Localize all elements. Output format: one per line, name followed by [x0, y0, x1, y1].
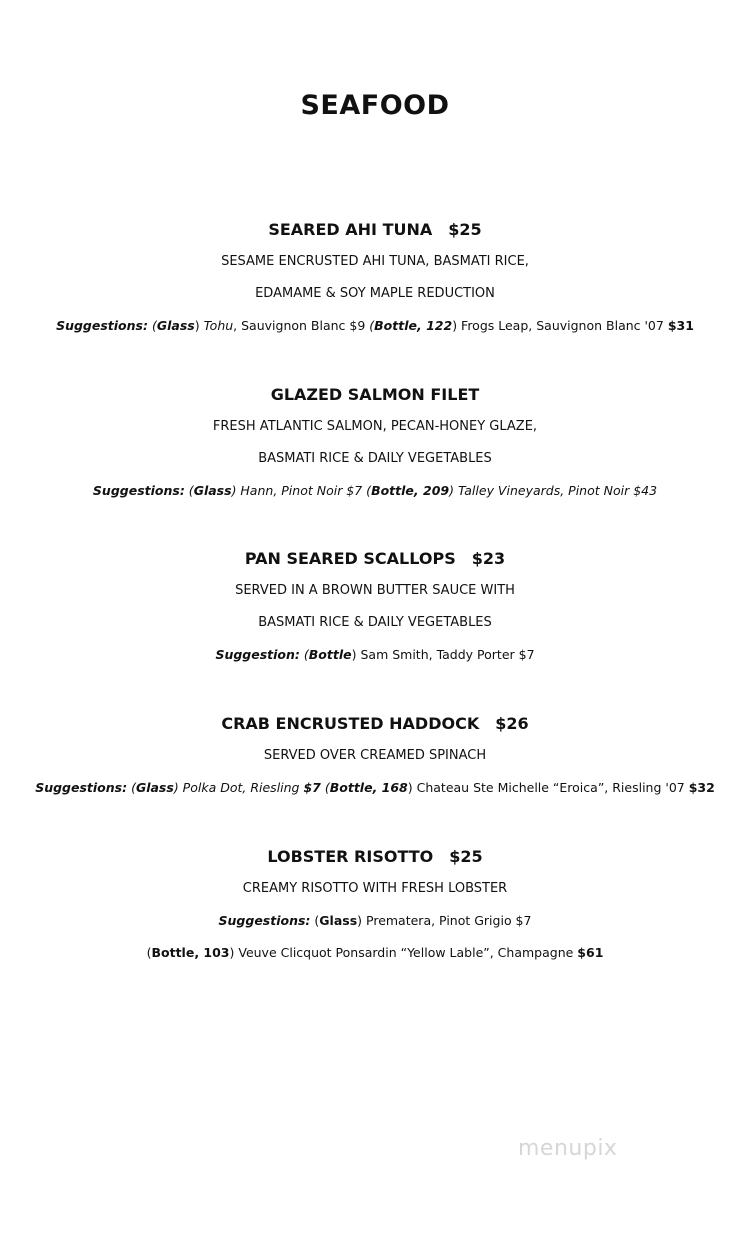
suggestion-segment: ) Hann, Pinot Noir $7 ( — [231, 483, 372, 498]
dish-seared-ahi-tuna — [0, 214, 750, 342]
dish-price: $23 — [471, 549, 506, 568]
dish-name: PAN SEARED SCALLOPS — [244, 549, 456, 568]
suggestion-segment: ) Frogs Leap, Sauvignon Blanc '07 — [452, 318, 668, 333]
dish-glazed-salmon-filet — [0, 379, 750, 507]
suggestion-segment: Bottle, 168 — [329, 780, 408, 795]
dish-description: SESAME ENCRUSTED AHI TUNA, BASMATI RICE, — [221, 254, 529, 269]
suggestion-segment: ) Veuve Clicquot Ponsardin “Yellow Lable”, Champagne — [229, 945, 578, 960]
dish-price: $26 — [495, 714, 529, 733]
dish-name: CRAB ENCRUSTED HADDOCK — [221, 714, 480, 733]
suggestion-segment: ( — [299, 647, 309, 662]
dish-pan-seared-scallops — [0, 543, 750, 671]
suggestion-segment: ( — [127, 780, 136, 795]
suggestion-segment: ( — [310, 913, 320, 928]
suggestion-segment: ( — [184, 483, 194, 498]
suggestion-segment: Bottle, 209 — [371, 483, 450, 498]
dish-description: CREAMY RISOTTO WITH FRESH LOBSTER — [242, 881, 508, 896]
page-title: SEAFOOD — [300, 90, 450, 121]
dish-heading — [0, 214, 750, 246]
suggestion-segment: Suggestions: — [92, 483, 185, 498]
suggestion-segment: $31 — [667, 318, 694, 333]
suggestion-segment: ( — [146, 945, 152, 960]
suggestion-segment: Bottle — [308, 647, 352, 662]
wine-suggestion — [0, 310, 750, 342]
suggestion-segment: Suggestion: — [215, 647, 300, 662]
suggestion-segment: Bottle, 103 — [151, 945, 230, 960]
suggestion-segment: $7 — [303, 780, 321, 795]
menupix-watermark: menupix — [518, 1136, 618, 1161]
dish-crab-encrusted-haddock — [0, 708, 750, 804]
dish-name: GLAZED SALMON FILET — [270, 385, 480, 404]
dish-description: SERVED OVER CREAMED SPINACH — [263, 748, 487, 763]
dish-description: SERVED IN A BROWN BUTTER SAUCE WITH — [235, 583, 515, 598]
dish-heading — [0, 841, 750, 873]
dish-description: BASMATI RICE & DAILY VEGETABLES — [258, 615, 492, 630]
dish-description: BASMATI RICE & DAILY VEGETABLES — [258, 451, 492, 466]
suggestion-segment: ( — [147, 318, 157, 333]
suggestion-segment: Glass — [156, 318, 195, 333]
dish-name: SEARED AHI TUNA — [268, 220, 433, 239]
dish-price: $25 — [449, 847, 483, 866]
suggestion-segment: Glass — [193, 483, 232, 498]
suggestion-segment: ( — [320, 780, 330, 795]
wine-suggestion — [0, 772, 750, 804]
dish-lobster-risotto — [0, 841, 750, 969]
dish-heading — [0, 543, 750, 575]
suggestion-segment: ) Prematera, Pinot Grigio $7 — [357, 913, 532, 928]
dish-price: $25 — [448, 220, 482, 239]
wine-suggestion — [0, 475, 750, 507]
wine-suggestion — [0, 905, 750, 937]
suggestion-segment: Suggestions: — [56, 318, 148, 333]
dish-description: EDAMAME & SOY MAPLE REDUCTION — [255, 286, 495, 301]
suggestion-segment: Glass — [135, 780, 174, 795]
dish-heading — [0, 379, 750, 411]
suggestion-segment: $32 — [688, 780, 715, 795]
suggestion-segment: Suggestions: — [218, 913, 311, 928]
suggestion-segment: $61 — [577, 945, 604, 960]
dish-heading — [0, 708, 750, 740]
suggestion-segment: ) Sam Smith, Taddy Porter $7 — [351, 647, 535, 662]
suggestion-segment: ) — [194, 318, 204, 333]
suggestion-segment: Suggestions: — [35, 780, 128, 795]
suggestion-segment: ) Talley Vineyards, Pinot Noir $43 — [449, 483, 658, 498]
suggestion-segment: Bottle, 122 — [374, 318, 453, 333]
suggestion-segment: , Sauvignon Blanc $9 — [233, 318, 370, 333]
wine-suggestion — [0, 639, 750, 671]
suggestion-segment: Tohu — [203, 318, 234, 333]
suggestion-segment: ( — [369, 318, 375, 333]
suggestion-segment: ) Polka Dot, Riesling — [173, 780, 304, 795]
dish-description: FRESH ATLANTIC SALMON, PECAN-HONEY GLAZE, — [212, 419, 538, 434]
suggestion-segment: Glass — [319, 913, 358, 928]
suggestion-segment: ) Chateau Ste Michelle “Eroica”, Riesling '07 — [407, 780, 689, 795]
dish-name: LOBSTER RISOTTO — [267, 847, 434, 866]
wine-suggestion — [0, 937, 750, 969]
